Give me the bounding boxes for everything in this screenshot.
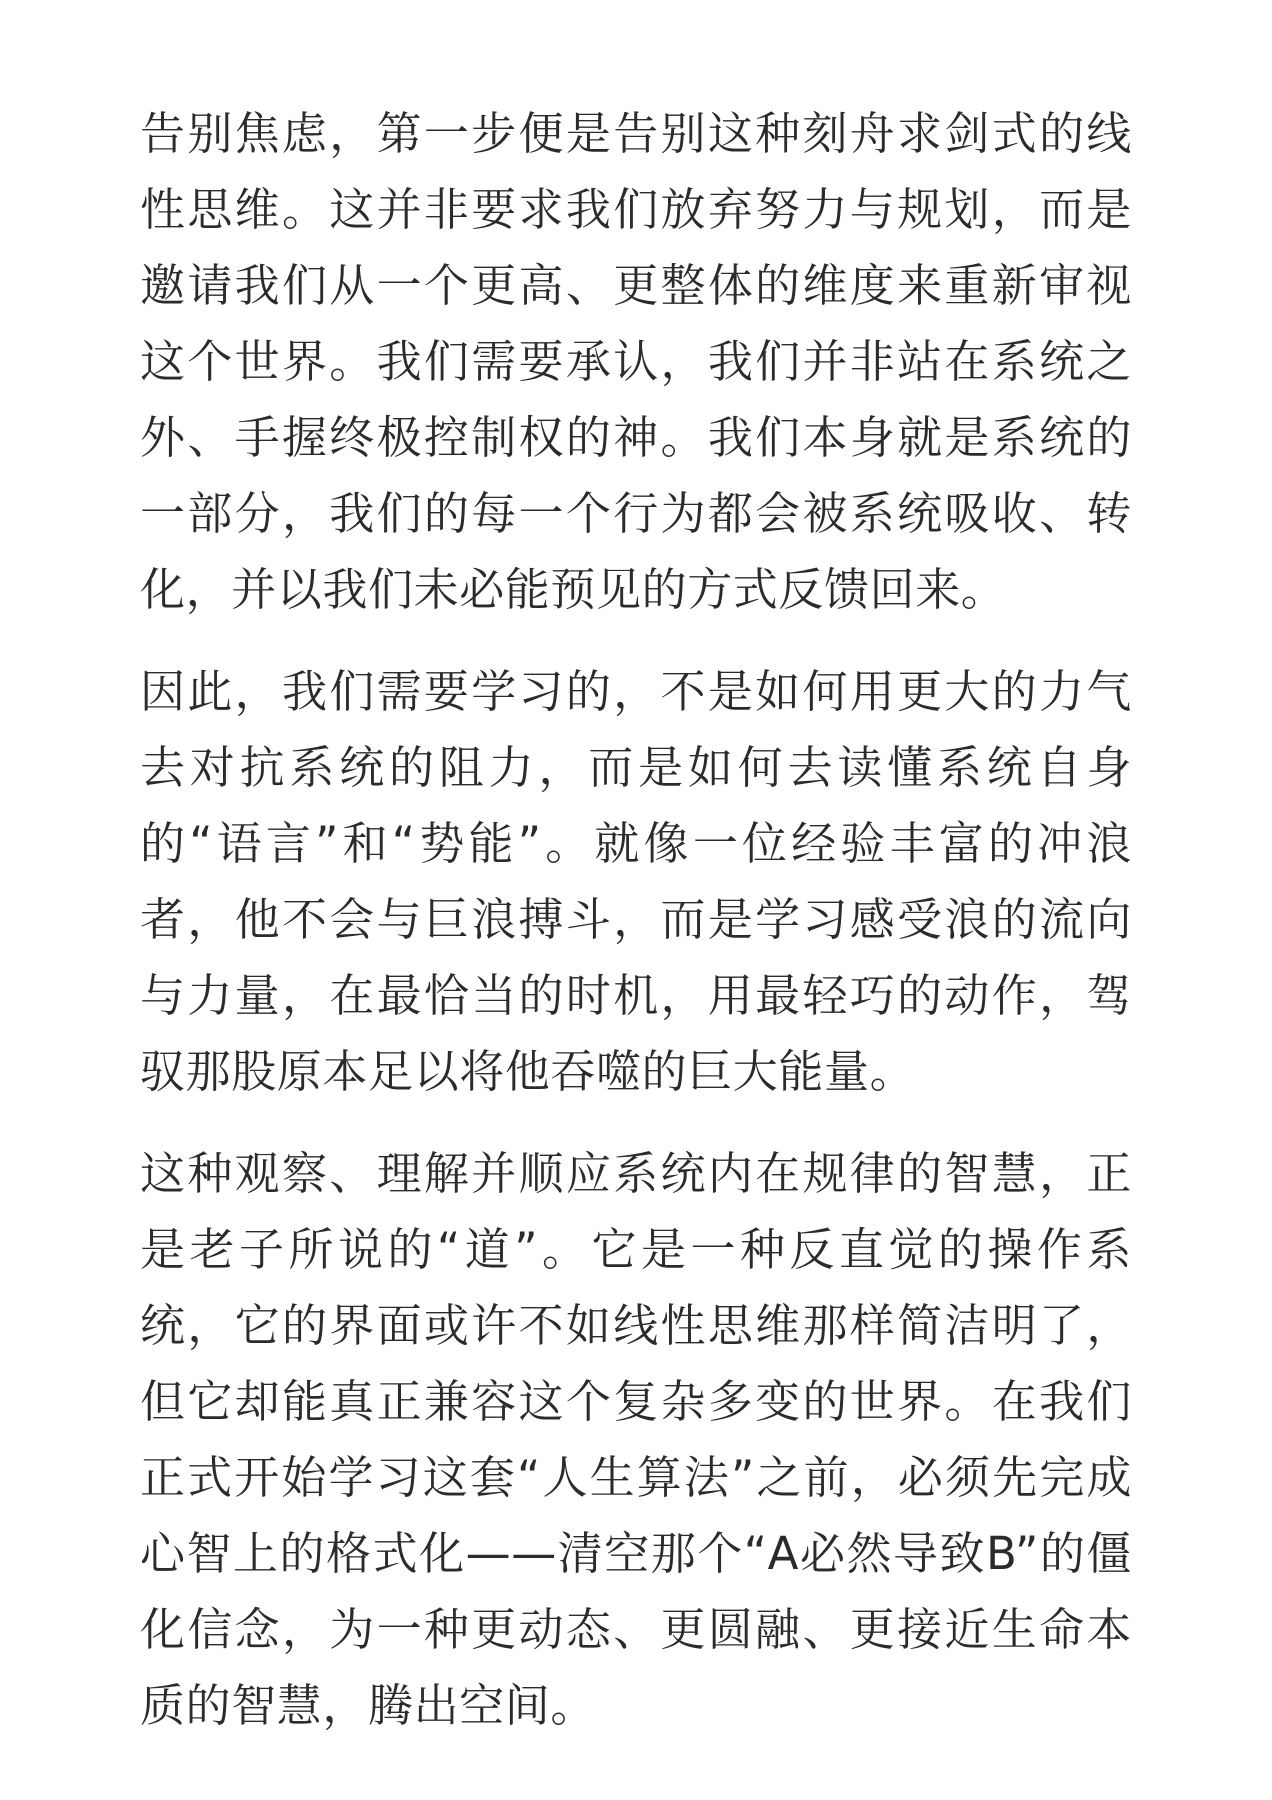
paragraph-3: 这种观察、理解并顺应系统内在规律的智慧，正是老子所说的“道”。它是一种反直觉的操作系统，它的界面或许不如线性思维那样简洁明了，但它却能真正兼容这个复杂多变的世界。在我们正式开始学习这套“人生算法”之前，必须先完成心智上的格式化——清空那个“A必然导致B”的僵化信念，为一种更动态、更圆融、更接近生命本质的智慧，腾出空间。 (140, 1147, 1132, 1732)
paragraph-1: 告别焦虑，第一步便是告别这种刻舟求剑式的线性思维。这并非要求我们放弃努力与规划，而是邀请我们从一个更高、更整体的维度来重新审视这个世界。我们需要承认，我们并非站在系统之外、手握终极控制权的神。我们本身就是系统的一部分，我们的每一个行为都会被系统吸收、转化，并以我们未必能预见的方式反馈回来。 (140, 107, 1132, 616)
article-body (140, 96, 1132, 1770)
paragraph-2: 因此，我们需要学习的，不是如何用更大的力气去对抗系统的阻力，而是如何去读懂系统自身的“语言”和“势能”。就像一位经验丰富的冲浪者，他不会与巨浪搏斗，而是学习感受浪的流向与力量，在最恰当的时机，用最轻巧的动作，驾驭那股原本足以将他吞噬的巨大能量。 (140, 665, 1132, 1098)
